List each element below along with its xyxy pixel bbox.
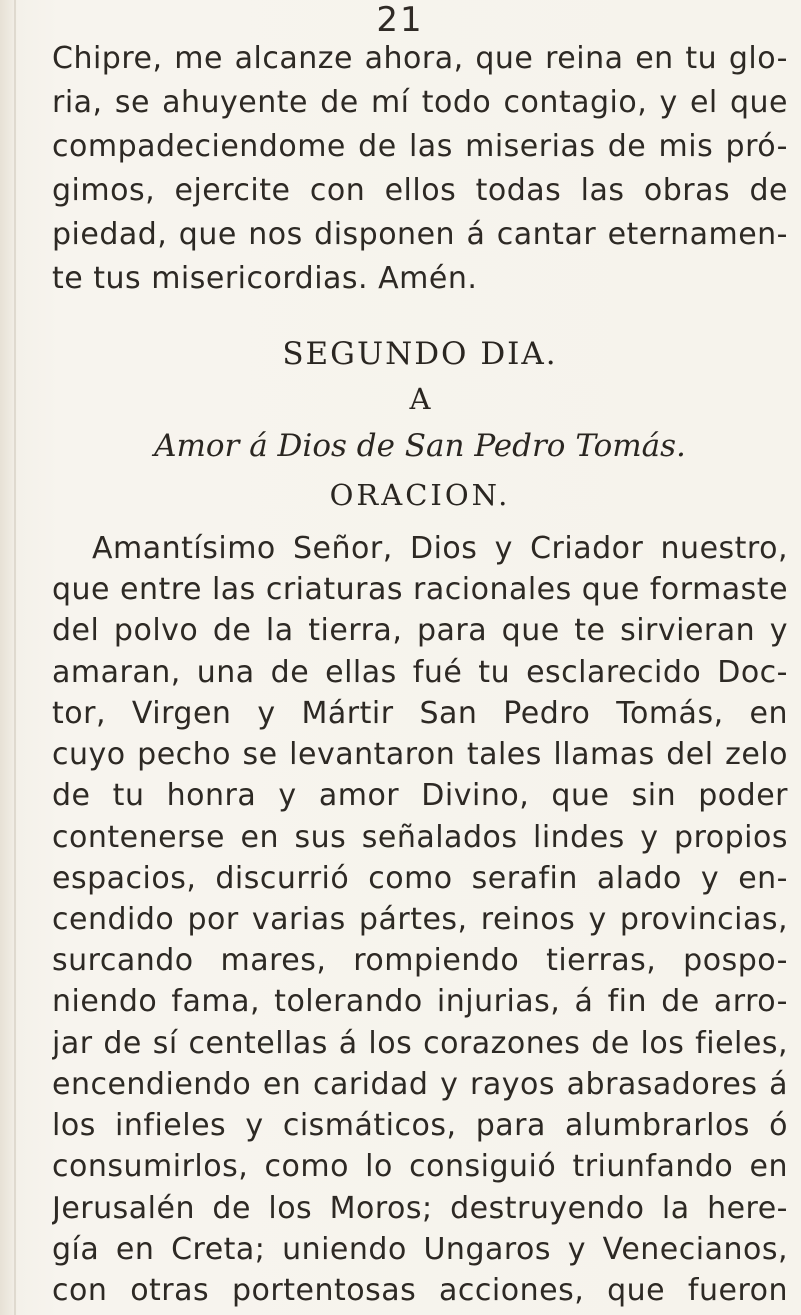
prayer-line: de tu honra y amor Divino, que sin poder — [52, 778, 788, 813]
prayer-line: Jerusalén de los Moros; destruyendo la here- — [52, 1191, 788, 1226]
paragraph-line: piedad, que nos disponen á cantar eternamen- — [52, 217, 788, 252]
page-number: 21 — [376, 0, 424, 40]
paragraph-line: compadeciendome de las miserias de mis pró- — [52, 129, 788, 164]
prayer-heading: ORACION. — [329, 478, 511, 512]
paragraph-line: Chipre, me alcanze ahora, que reina en tu glo- — [52, 41, 788, 76]
prayer-line: gía en Creta; uniendo Ungaros y Venecianos, — [52, 1232, 788, 1267]
prayer-line: del polvo de la tierra, para que te sirvieran y — [52, 613, 788, 648]
prayer-line: tor, Virgen y Mártir San Pedro Tomás, en — [52, 696, 788, 731]
page-gutter-edge — [14, 0, 16, 1315]
prayer-line: con otras portentosas acciones, que fueron — [52, 1273, 788, 1308]
prayer-line: espacios, discurrió como serafin alado y en- — [52, 861, 788, 896]
prayer-line: que entre las criaturas racionales que formaste — [52, 572, 788, 607]
section-dedication: Amor á Dios de San Pedro Tomás. — [154, 428, 686, 464]
prayer-line: jar de sí centellas á los corazones de los fieles, — [52, 1026, 788, 1061]
paragraph-line: ria, se ahuyente de mí todo contagio, y el que — [52, 85, 788, 120]
prayer-line: contenerse en sus señalados lindes y propios — [52, 820, 788, 855]
paragraph-line: te tus misericordias. Amén. — [52, 261, 478, 296]
prayer-line: surcando mares, rompiendo tierras, pospo- — [52, 943, 788, 978]
prayer-line: cuyo pecho se levantaron tales llamas del zelo — [52, 737, 788, 772]
prayer-line: los infieles y cismáticos, para alumbrarlos ó — [52, 1108, 788, 1143]
paragraph-line: gimos, ejercite con ellos todas las obras de — [52, 173, 788, 208]
prayer-line: niendo fama, tolerando injurias, á fin de arro- — [52, 984, 788, 1019]
prayer-line: amaran, una de ellas fué tu esclarecido Doc- — [52, 655, 788, 690]
prayer-line: cendido por varias pártes, reinos y provincias, — [52, 902, 788, 937]
section-letter: A — [409, 382, 431, 416]
prayer-line: Amantísimo Señor, Dios y Criador nuestro, — [92, 531, 788, 566]
section-title: SEGUNDO DIA. — [282, 336, 558, 372]
prayer-line: consumirlos, como lo consiguió triunfando en — [52, 1149, 788, 1184]
prayer-line: encendiendo en caridad y rayos abrasadores á — [52, 1067, 788, 1102]
